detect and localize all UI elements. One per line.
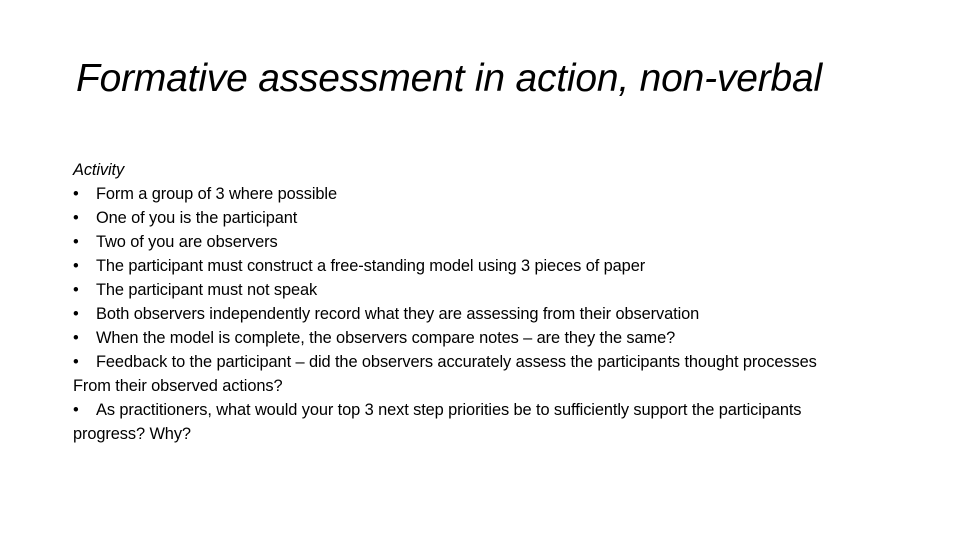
bullet-text: Both observers independently record what they are assessing from their observation (96, 305, 700, 323)
bullet-item (73, 302, 943, 326)
bullet-item (73, 398, 943, 422)
continuation-line (73, 374, 943, 398)
bullet-text: The participant must construct a free-standing model using 3 pieces of paper (96, 257, 646, 275)
bullet-item (73, 254, 943, 278)
bullet-marker: • (73, 305, 79, 323)
slide-body (73, 158, 943, 446)
bullet-text: When the model is complete, the observers compare notes – are they the same? (96, 329, 676, 347)
bullet-text: progress? Why? (73, 425, 191, 443)
bullet-item (73, 326, 943, 350)
bullet-marker: • (73, 401, 79, 419)
bullet-item (73, 278, 943, 302)
bullet-item (73, 182, 943, 206)
bullet-item (73, 230, 943, 254)
bullet-marker: • (73, 353, 79, 371)
bullet-marker: • (73, 209, 79, 227)
bullet-text: From their observed actions? (73, 377, 283, 395)
slide-title: Formative assessment in action, non-verbal (76, 57, 822, 100)
bullet-text: Feedback to the participant – did the observers accurately assess the participants thought processes (96, 353, 817, 371)
bullet-text: One of you is the participant (96, 209, 298, 227)
bullet-item (73, 206, 943, 230)
bullet-marker: • (73, 281, 79, 299)
section-heading: Activity (73, 161, 125, 179)
bullet-list (73, 182, 943, 446)
bullet-text: The participant must not speak (96, 281, 318, 299)
bullet-text: As practitioners, what would your top 3 next step priorities be to sufficiently support the participants (96, 401, 802, 419)
bullet-marker: • (73, 233, 79, 251)
bullet-text: Two of you are observers (96, 233, 278, 251)
bullet-text: Form a group of 3 where possible (96, 185, 337, 203)
bullet-marker: • (73, 185, 79, 203)
bullet-marker: • (73, 329, 79, 347)
bullet-item (73, 350, 943, 374)
continuation-line (73, 422, 943, 446)
bullet-marker: • (73, 257, 79, 275)
